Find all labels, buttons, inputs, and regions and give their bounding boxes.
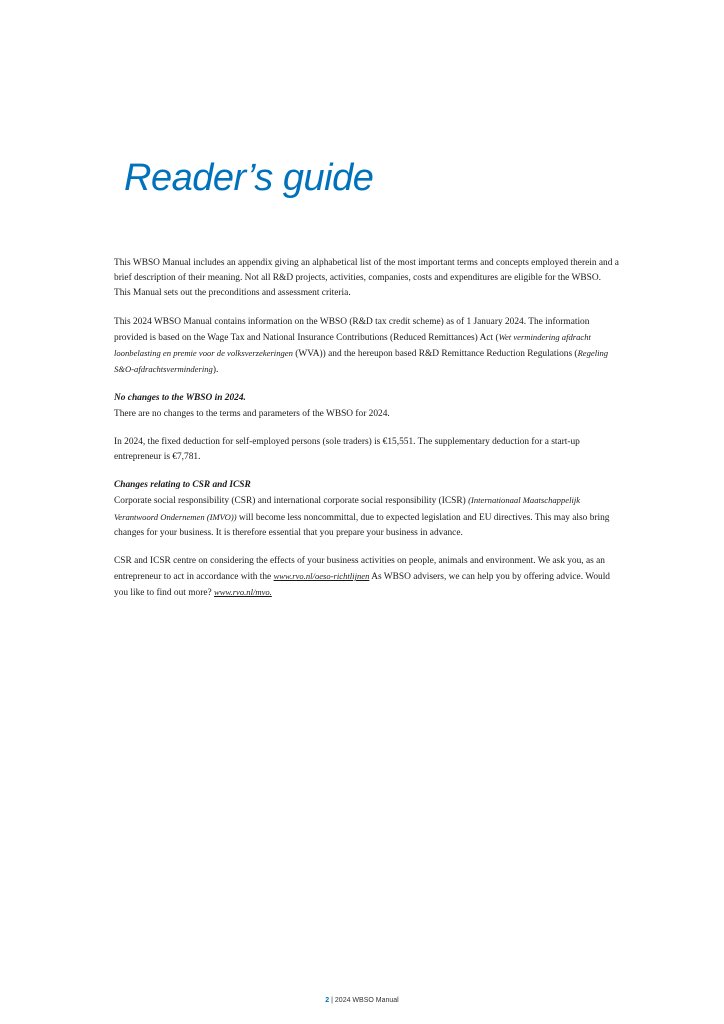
advice-text-a: CSR and ICSR centre on considering the effects of your business activities on people, animals and environment. We ask you, as an entrepreneur to act in accordance with the: [114, 556, 605, 583]
oeso-guidelines-link[interactable]: www.rvo.nl/oeso-richtlijnen: [273, 571, 370, 582]
act-name: Wet vermindering afdracht loonbelasting en premie voor de volksverzekeringen: [114, 331, 591, 359]
csr-advice-paragraph: [114, 554, 619, 602]
footer-doc-title: 2024 WBSO Manual: [334, 997, 399, 1004]
regulation-name: Regeling S&O-afdrachtsvermindering: [114, 348, 609, 375]
intro-paragraph: This WBSO Manual includes an appendix giving an alphabetical list of the most important terms and concepts employed therein and a brief description of their meaning. Not all R&D projects, activities, companies, costs and expenditures are eligible for the WBSO. This Manual sets out the preconditions and assessment criteria.: [114, 258, 619, 299]
scope-text-c: ).: [212, 365, 219, 376]
page-footer: [0, 997, 724, 1004]
csr-text-a: Corporate social responsibility (CSR) and international corporate social responsibility (ICSR): [114, 496, 469, 507]
scope-paragraph: [114, 315, 619, 379]
no-changes-section: [114, 391, 619, 421]
mvo-link[interactable]: www.rvo.nl/mvo.: [213, 587, 272, 598]
imvo-name: (Internationaal Maatschappelijk Verantwoord Ondernemen (IMVO)): [114, 495, 581, 522]
advice-text-b: As WBSO advisers, we can help you by offering advice. Would you like to find out more?: [114, 572, 610, 599]
page-number: 2: [325, 997, 330, 1004]
footer-separator: |: [329, 997, 335, 1004]
scope-text-a: This 2024 WBSO Manual contains information on the WBSO (R&D tax credit scheme) as of 1 January 2024. The information provided is based on the Wage Tax and National Insurance Contributions (Reduced Remittances) Act (: [114, 316, 590, 343]
csr-text-b: will become less noncommittal, due to expected legislation and EU directives. This may also bring changes for your business. It is therefore essential that you prepare your business in advance.: [114, 512, 610, 538]
no-changes-heading: No changes to the WBSO in 2024.: [114, 393, 246, 404]
no-changes-text: There are no changes to the terms and parameters of the WBSO for 2024.: [114, 408, 390, 419]
csr-heading: Changes relating to CSR and ICSR: [114, 480, 251, 491]
page-title: Reader’s guide: [124, 157, 374, 199]
scope-text-b: (WVA)) and the hereupon based R&D Remittance Reduction Regulations (: [292, 349, 578, 360]
deduction-paragraph: In 2024, the fixed deduction for self-employed persons (sole traders) is €15,551. The supplementary deduction for a start-up entrepreneur is €7,781.: [114, 436, 580, 463]
csr-section: [114, 478, 619, 541]
body-text: [114, 256, 619, 615]
